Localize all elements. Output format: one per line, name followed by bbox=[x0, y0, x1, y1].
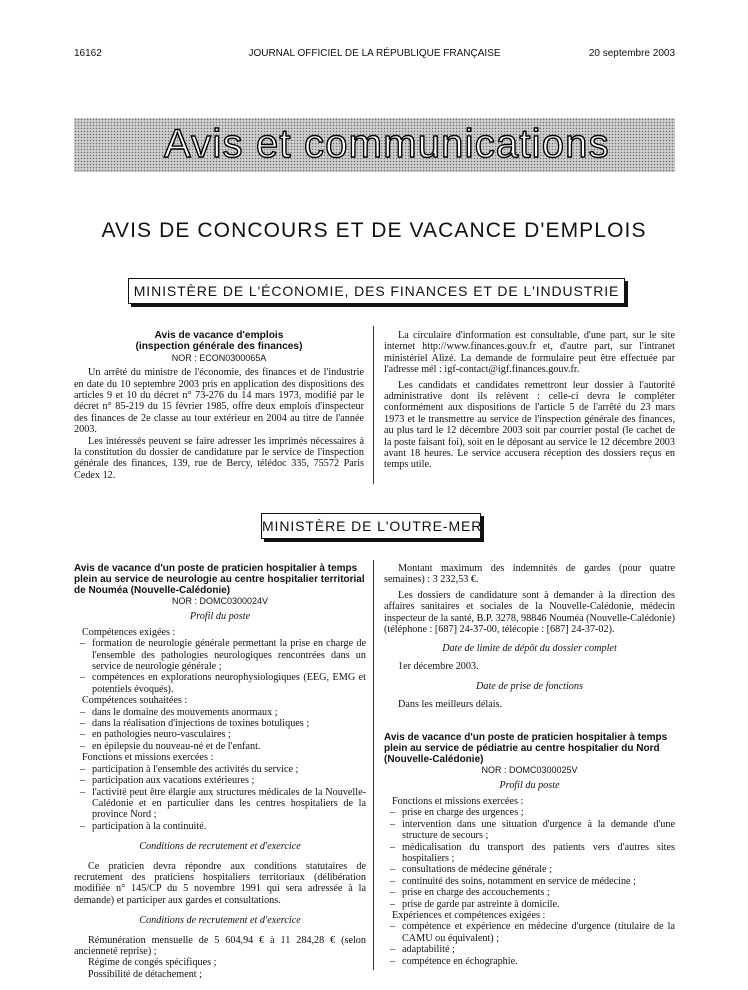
section-heading: Conditions de recrutement et d'exercice bbox=[139, 915, 301, 927]
column-divider bbox=[373, 326, 374, 484]
page-header bbox=[74, 48, 675, 62]
list-item: – participation à l'ensemble des activités du service ; bbox=[92, 764, 366, 775]
nor-reference: NOR : DOMC0300024V bbox=[171, 596, 269, 606]
ministry-title-outre-mer: MINISTÈRE DE L'OUTRE-MER bbox=[262, 518, 483, 534]
paragraph: Les candidats et candidates remettront leur dossier à l'autorité administrative dont ils relèvent : celle-ci devra le compléter conformément aux dispositions de l'article 5 de l'arrêté du 23 mars 1973 et le transmettre au service de l'inspection générale des finances, au plus tard le 12 décembre 2003 soit par courrier postal (le cachet de la poste faisant foi), soit en le déposant au service le 12 décembre 2003 avant 18 heures. Le service accusera réception des dossiers reçus en temps utile. bbox=[384, 379, 675, 471]
list-item: – consultations de médecine générale ; bbox=[402, 864, 675, 875]
notice-title: Avis de vacance d'un poste de praticien hospitalier à temps plein au service de neurologie au centre hospitalier territorial de Nouméa (Nouvelle-Calédonie) bbox=[74, 563, 365, 596]
paragraph: Régime de congés spécifiques ; bbox=[88, 957, 217, 969]
list-item: – formation de neurologie générale permettant la prise en charge de l'ensemble des pathologies neurologiques rencontrées dans un service de neurologie générale ; bbox=[92, 638, 366, 672]
notice-neurologie-right bbox=[384, 563, 675, 967]
list-item: – dans le domaine des mouvements anormaux ; bbox=[92, 707, 366, 718]
list-item: – participation à la continuité. bbox=[92, 821, 366, 832]
paragraph: Possibilité de détachement ; bbox=[88, 968, 203, 980]
list-item: – prise en charge des urgences ; bbox=[402, 807, 675, 818]
paragraph: Un arrêté du ministre de l'économie, des finances et de l'industrie en date du 10 septembre 2003 pris en application des dispositions des articles 9 et 10 du décret n° 73-276 du 14 mars 1973, modifié par le décret n° 85-219 du 15 février 1985, offre deux emplois d'inspecteur des finances de 2e classe au tour extérieur en 2004 au titre de l'année 2003. bbox=[74, 367, 364, 436]
notice-subtitle: (inspection générale des finances) bbox=[135, 341, 303, 353]
list-item: – intervention dans une situation d'urgence à la demande d'une structure de secours ; bbox=[402, 819, 675, 842]
ministry-box-economie bbox=[128, 278, 625, 304]
column-divider bbox=[373, 560, 374, 970]
nor-reference: NOR : DOMC0300025V bbox=[481, 765, 578, 776]
list-item: – en pathologies neuro-vasculaires ; bbox=[92, 729, 366, 740]
section-heading: Profil du poste bbox=[499, 780, 560, 792]
main-title: AVIS DE CONCOURS ET DE VACANCE D'EMPLOIS bbox=[101, 219, 647, 242]
section-heading: Date de prise de fonctions bbox=[476, 681, 583, 693]
ministry-title-economie: MINISTÈRE DE L'ÉCONOMIE, DES FINANCES ET DE L'INDUSTRIE bbox=[133, 283, 620, 299]
list-item: – médicalisation du transport des patients vers d'autres sites hospitaliers ; bbox=[402, 842, 675, 865]
issue-date: 20 septembre 2003 bbox=[588, 48, 675, 59]
notice-pediatrie bbox=[384, 732, 675, 967]
section-heading: Date de limite de dépôt du dossier complet bbox=[442, 643, 617, 655]
notice-igf-left bbox=[74, 330, 364, 481]
notice-igf-right bbox=[384, 330, 675, 471]
section-heading: Conditions de recrutement et d'exercice bbox=[139, 841, 301, 853]
paragraph: Ce praticien devra répondre aux conditions statutaires de recrutement des praticiens hospitaliers territoriaux (délibération modifiée n° 145/CP du 5 novembre 1991 qui sera adressée à la demande) et participer aux gardes et consultations. bbox=[74, 860, 366, 906]
paragraph: Les dossiers de candidature sont à demander à la direction des affaires sanitaires et sociales de la Nouvelle-Calédonie, médecin inspecteur de la santé, B.P. 3278, 98846 Nouméa (Nouvelle-Calédonie) (téléphone : [687] 24-37-00, télécopie : [687] 24-37-02). bbox=[384, 589, 675, 636]
page-number: 16162 bbox=[74, 48, 102, 59]
list-item: – prise en charge des accouchements ; bbox=[402, 887, 675, 898]
paragraph: Montant maximum des indemnités de gardes (pour quatre semaines) : 3 232,53 €. bbox=[384, 563, 675, 586]
list-item: – l'activité peut être élargie aux structures médicales de la Nouvelle-Calédonie et en particulier dans les centres hospitaliers de la province Nord ; bbox=[92, 787, 366, 821]
ministry-box-outre-mer bbox=[261, 513, 481, 539]
list-label: Expériences et compétences exigées : bbox=[392, 909, 546, 921]
banner-title: Avis et communications bbox=[164, 122, 610, 166]
paragraph: Les intéressés peuvent se faire adresser les imprimés nécessaires à la constitution du dossier de candidature par le service de l'inspection générale des finances, 139, rue de Bercy, télédoc 335, 75572 Paris Cedex 12. bbox=[74, 435, 364, 481]
list-item: – prise de garde par astreinte à domicile. bbox=[402, 899, 675, 910]
list-item: – participation aux vacations extérieures ; bbox=[92, 775, 366, 786]
list-item: – en épilepsie du nouveau-né et de l'enfant. bbox=[92, 741, 366, 752]
notice-title: Avis de vacance d'emplois bbox=[154, 330, 284, 341]
list-label: Fonctions et missions exercées : bbox=[392, 795, 524, 807]
journal-title: JOURNAL OFFICIEL DE LA RÉPUBLIQUE FRANÇAISE bbox=[248, 48, 501, 59]
paragraph: Dans les meilleurs délais. bbox=[398, 698, 503, 710]
paragraph: 1er décembre 2003. bbox=[398, 660, 479, 672]
paragraph: La circulaire d'information est consultable, d'une part, sur le site internet http://www.finances.gouv.fr et, d'autre part, sur l'intranet ministériel Alizé. La demande de formulaire peut être effectuée par l'adresse mél : igf-contact@igf.finances.gouv.fr. bbox=[384, 330, 675, 376]
list-item: – continuité des soins, notamment en service de médecine ; bbox=[402, 876, 675, 887]
section-banner bbox=[74, 118, 675, 172]
paragraph: Rémunération mensuelle de 5 604,94 € à 11 284,28 € (selon ancienneté reprise) ; bbox=[74, 934, 366, 957]
list-label: Fonctions et missions exercées : bbox=[82, 752, 214, 764]
list-item: – dans la réalisation d'injections de toxines botuliques ; bbox=[92, 718, 366, 729]
list-label: Compétences exigées : bbox=[82, 626, 176, 638]
section-heading: Profil du poste bbox=[189, 611, 251, 623]
list-item: – compétence et expérience en médecine d'urgence (titulaire de la CAMU ou équivalent) ; bbox=[402, 921, 675, 944]
list-label: Compétences souhaitées : bbox=[82, 695, 188, 707]
nor-reference: NOR : ECON0300065A bbox=[171, 352, 267, 363]
list-item: – compétence en échographie. bbox=[402, 956, 675, 967]
list-item: – adaptabilité ; bbox=[402, 944, 675, 955]
notice-title: Avis de vacance d'un poste de praticien hospitalier à temps plein au service de pédiatrie au centre hospitalier du Nord (Nouvelle-Calédonie) bbox=[384, 732, 668, 766]
notice-neurologie-left bbox=[74, 563, 366, 980]
list-item: – compétences en explorations neurophysiologiques (EEG, EMG et potentiels évoqués). bbox=[92, 672, 366, 695]
